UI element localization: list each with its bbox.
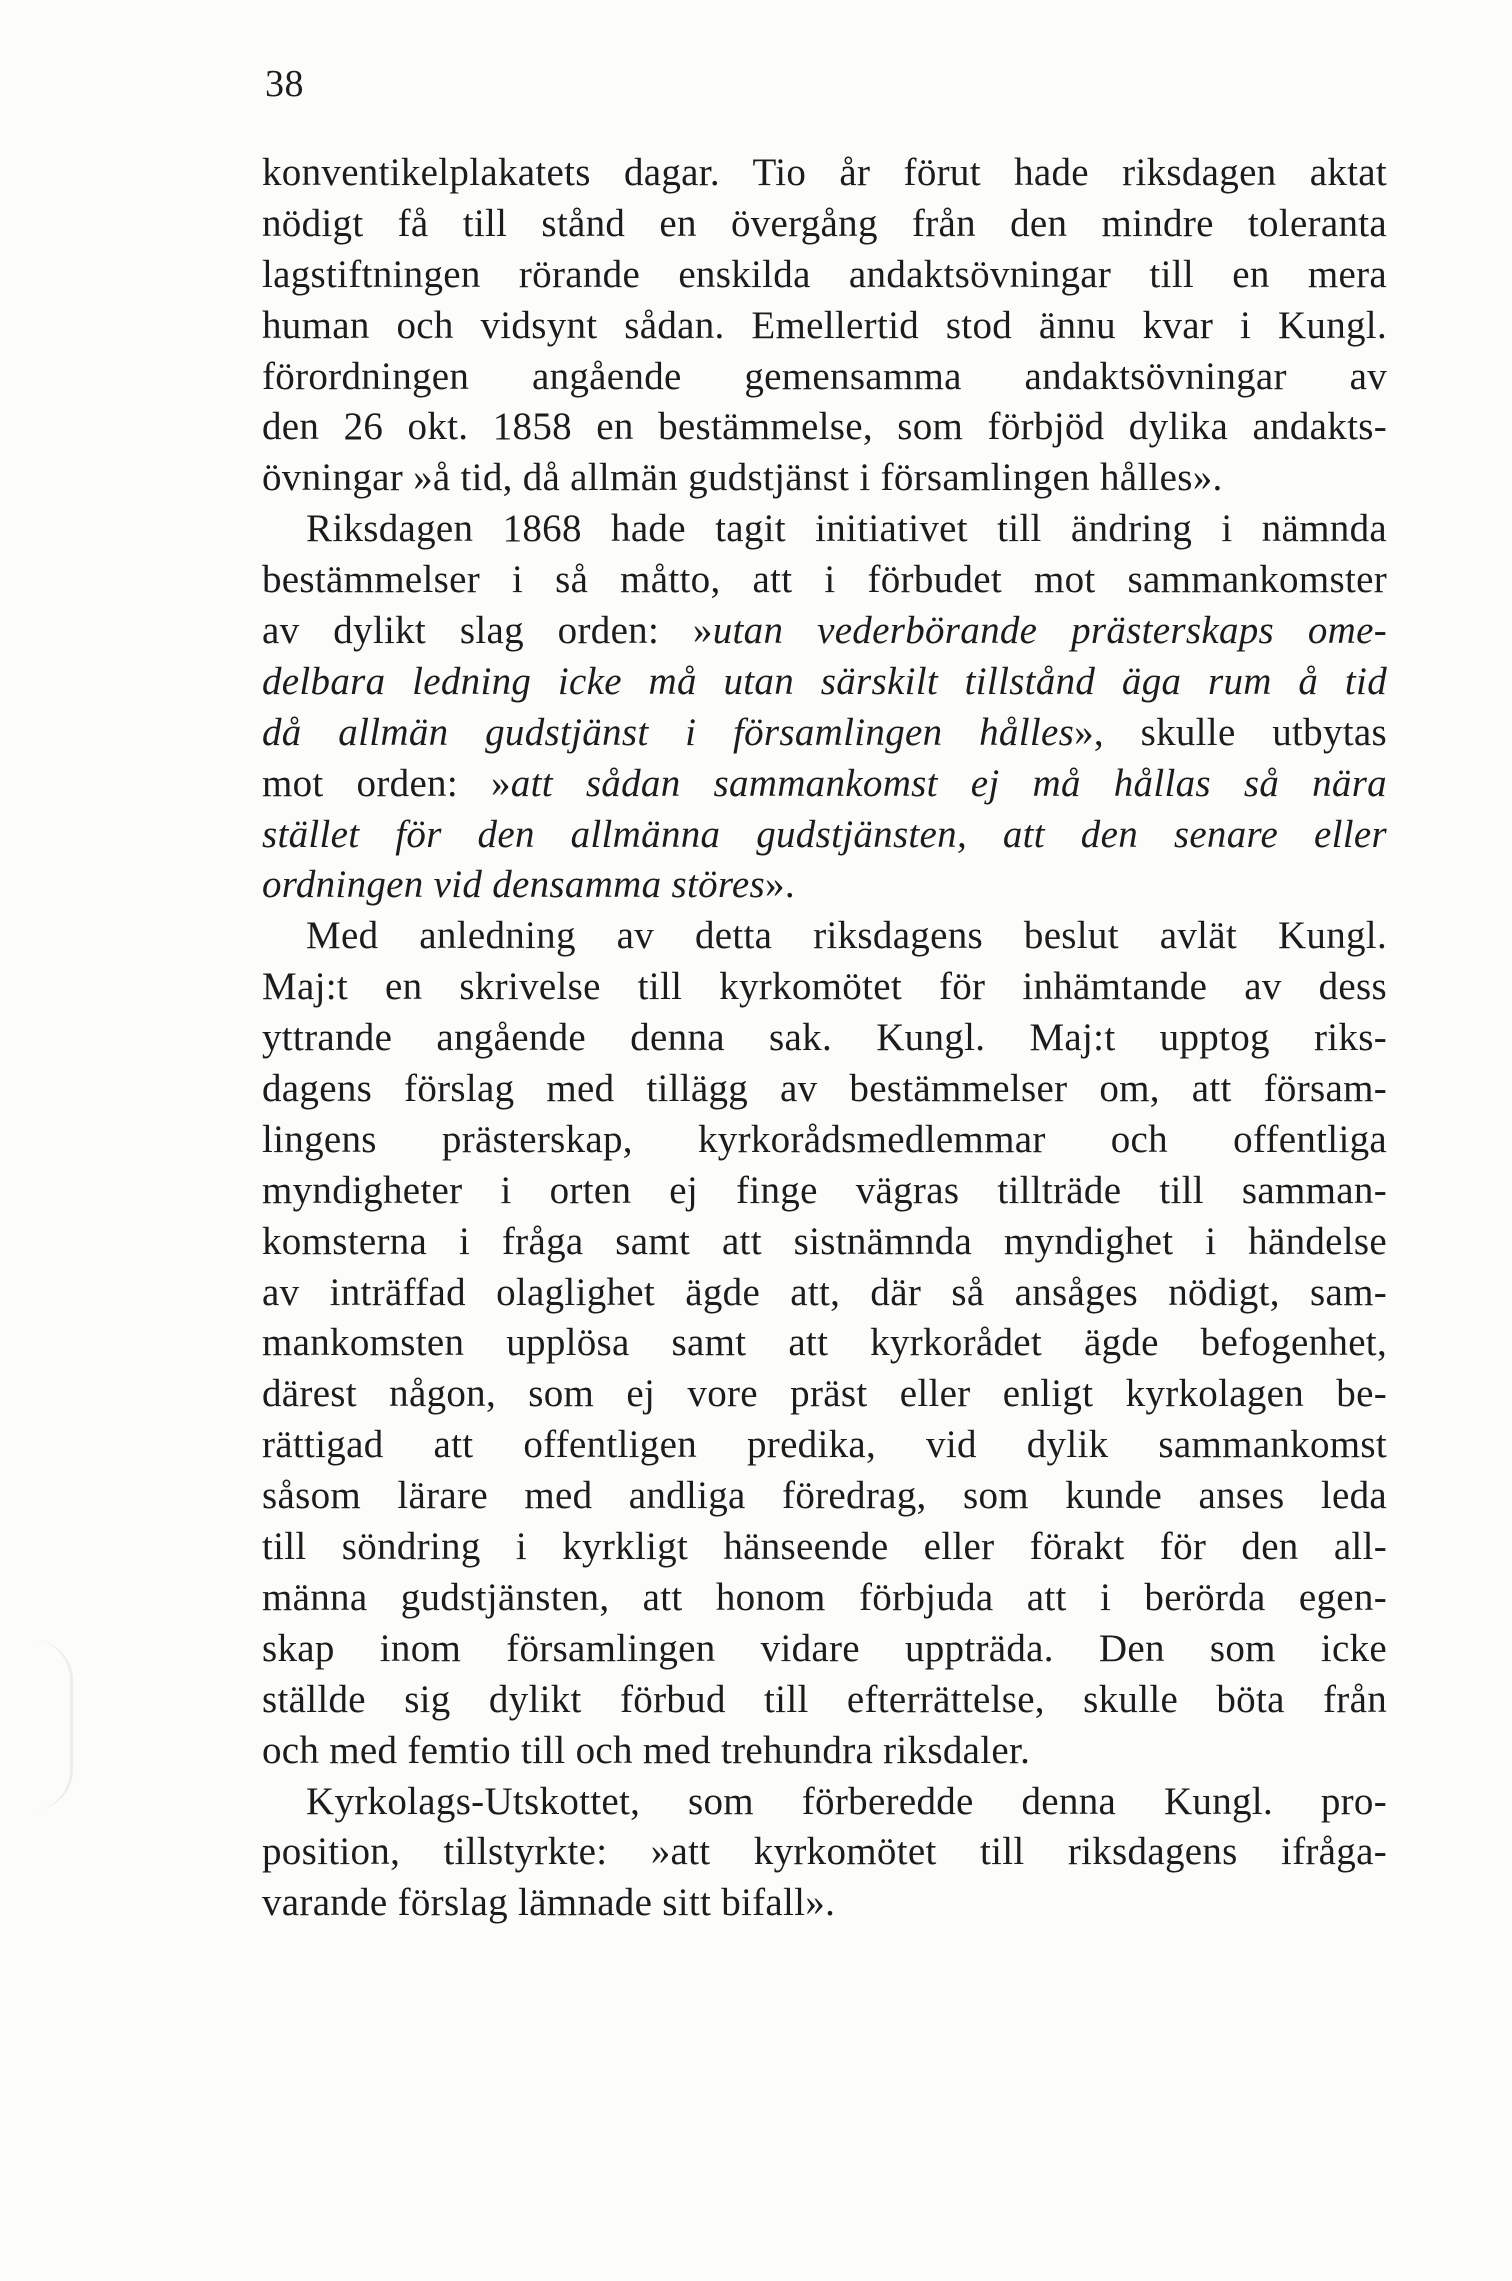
page-edge-shadow: [30, 1640, 73, 1810]
text-segment: yttrande angående denna sak. Kungl. Maj:t upptog riks-: [262, 1016, 1387, 1060]
text-segment: den 26 okt. 1858 en bestämmelse, som förbjöd dylika andakts-: [262, 405, 1387, 449]
italic-segment: delbara ledning icke må utan särskilt tillstånd äga rum å tid: [262, 659, 1387, 703]
text-line: [262, 657, 1387, 708]
paragraph: [262, 504, 1387, 911]
text-segment: till söndring i kyrkligt hänseende eller förakt för den all-: [262, 1525, 1387, 1569]
text-line: [262, 1217, 1387, 1268]
text-segment: Kyrkolags-Utskottet, som förberedde denna Kungl. pro-: [306, 1779, 1387, 1823]
text-line: [262, 1318, 1387, 1369]
text-segment: förordningen angående gemensamma andaktsövningar av: [262, 354, 1387, 398]
text-line: [262, 1115, 1387, 1166]
text-line: [262, 1827, 1387, 1878]
text-line: [262, 759, 1387, 810]
text-segment: ställde sig dylikt förbud till efterrättelse, skulle böta från: [262, 1677, 1387, 1721]
body-text: [262, 148, 1387, 1929]
text-segment: human och vidsynt sådan. Emellertid stod ännu kvar i Kungl.: [262, 303, 1387, 347]
text-line: [262, 1522, 1387, 1573]
text-segment: av inträffad olaglighet ägde att, där så ansåges nödigt, sam-: [262, 1270, 1387, 1314]
text-line: [262, 911, 1387, 962]
text-line: [262, 1420, 1387, 1471]
text-line: [262, 453, 1387, 504]
text-segment: mankomsten upplösa samt att kyrkorådet ägde befogenhet,: [262, 1321, 1387, 1365]
text-segment: myndigheter i orten ej finge vägras tillträde till samman-: [262, 1168, 1387, 1212]
text-line: [262, 402, 1387, 453]
italic-segment: att sådan sammankomst ej må hållas så nära: [510, 761, 1387, 805]
text-line: [262, 504, 1387, 555]
text-segment: position, tillstyrkte: »att kyrkomötet till riksdagens ifråga-: [262, 1830, 1387, 1874]
text-segment: och med femtio till och med trehundra riksdaler.: [262, 1728, 1031, 1772]
text-line: [262, 1624, 1387, 1675]
text-line: [262, 962, 1387, 1013]
text-segment: därest någon, som ej vore präst eller enligt kyrkolagen be-: [262, 1372, 1387, 1416]
text-line: [262, 199, 1387, 250]
text-segment: bestämmelser i så måtto, att i förbudet mot sammankomster: [262, 558, 1387, 602]
text-line: [262, 1675, 1387, 1726]
text-line: [262, 1777, 1387, 1828]
text-segment: såsom lärare med andliga föredrag, som kunde anses leda: [262, 1474, 1387, 1518]
text-segment: nödigt få till stånd en övergång från den mindre toleranta: [262, 201, 1387, 245]
text-line: [262, 1166, 1387, 1217]
italic-segment: då allmän gudstjänst i församlingen hålles: [262, 710, 1075, 754]
text-line: [262, 1573, 1387, 1624]
text-segment: varande förslag lämnade sitt bifall».: [262, 1881, 836, 1925]
page-number: 38: [265, 63, 304, 105]
text-line: [262, 606, 1387, 657]
text-segment: Maj:t en skrivelse till kyrkomötet för inhämtande av dess: [262, 965, 1387, 1009]
paragraph: [262, 1777, 1387, 1930]
text-line: [262, 352, 1387, 403]
text-segment: männa gudstjänsten, att honom förbjuda att i berörda egen-: [262, 1575, 1387, 1619]
text-segment: ».: [765, 863, 795, 907]
text-segment: av dylikt slag orden: »: [262, 609, 713, 653]
text-line: [262, 1013, 1387, 1064]
text-segment: övningar »å tid, då allmän gudstjänst i församlingen hålles».: [262, 456, 1223, 500]
paragraph: [262, 148, 1387, 504]
text-line: [262, 1471, 1387, 1522]
text-segment: rättigad att offentligen predika, vid dylik sammankomst: [262, 1423, 1387, 1467]
text-segment: Med anledning av detta riksdagens beslut avlät Kungl.: [306, 914, 1387, 958]
text-line: [262, 810, 1387, 861]
text-line: [262, 1726, 1387, 1777]
text-line: [262, 860, 1387, 911]
text-segment: mot orden: »: [262, 761, 511, 805]
italic-segment: utan vederbörande prästerskaps ome-: [712, 609, 1388, 653]
text-segment: komsterna i fråga samt att sistnämnda myndighet i händelse: [262, 1219, 1387, 1263]
text-line: [262, 148, 1387, 199]
text-segment: Riksdagen 1868 hade tagit initiativet till ändring i nämnda: [306, 507, 1387, 551]
text-line: [262, 708, 1387, 759]
text-line: [262, 555, 1387, 606]
text-segment: konventikelplakatets dagar. Tio år förut hade riksdagen aktat: [262, 151, 1387, 194]
text-line: [262, 1064, 1387, 1115]
text-line: [262, 1268, 1387, 1319]
paragraph: [262, 911, 1387, 1776]
text-segment: lingens prästerskap, kyrkorådsmedlemmar och offentliga: [262, 1117, 1387, 1161]
italic-segment: stället för den allmänna gudstjänsten, att den senare eller: [262, 812, 1387, 856]
text-segment: dagens förslag med tillägg av bestämmelser om, att försam-: [262, 1067, 1387, 1111]
italic-segment: ordningen vid densamma störes: [262, 863, 766, 907]
text-line: [262, 301, 1387, 352]
text-line: [262, 1878, 1387, 1929]
text-segment: lagstiftningen rörande enskilda andaktsövningar till en mera: [262, 252, 1387, 296]
text-line: [262, 1369, 1387, 1420]
text-segment: », skulle utbytas: [1074, 710, 1388, 754]
text-line: [262, 250, 1387, 301]
text-segment: skap inom församlingen vidare uppträda. Den som icke: [262, 1626, 1387, 1670]
